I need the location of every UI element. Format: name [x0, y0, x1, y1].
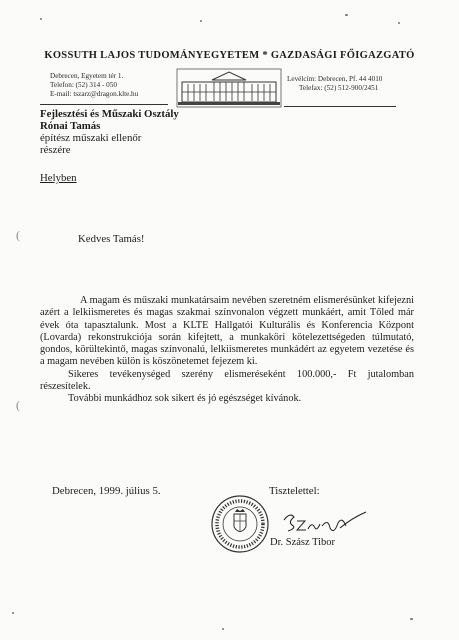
official-stamp [210, 494, 270, 554]
location-note: Helyben [40, 172, 77, 184]
recipient-block [40, 108, 179, 156]
scan-speck [410, 618, 413, 620]
scan-speck [345, 14, 348, 16]
scan-speck [222, 628, 224, 630]
letterhead-rule-left [40, 104, 168, 105]
body-paragraph: A magam és műszaki munkatársaim nevében szeretném elismerésünket kifejezni azért a lelkiismeretes és magas szakmai színvonalon végzett munkáért, amit Tőled már évek óta tapasztalunk. Most a KLTE Hallgatói Kulturális és Konferencia Központ (Lovarda) rekonstrukciója során kifejtett, a munkaköri kötelezettségeden túlmutató, gondos, körültekintő, magas színvonalú, lelkiismeretes munkádért az egyetem vezetése és a magam nevében külön is köszönetemet fejezem ki. [40, 295, 414, 368]
address-left [50, 72, 138, 100]
recipient-name: Rónai Tamás [40, 120, 101, 132]
recipient-role: építész műszaki ellenőr [40, 132, 142, 144]
letter-body [40, 295, 414, 406]
scan-speck [12, 612, 14, 614]
recipient-for: részére [40, 144, 71, 156]
body-paragraph: Sikeres tevékenységed szerény elismeréseként 100.000,- Ft jutalomban részesítelek. [40, 368, 414, 393]
scan-speck [200, 20, 202, 22]
postal-address-line: Levélcím: Debrecen, Pf. 44 4010 [287, 75, 383, 83]
scan-speck [40, 18, 42, 20]
recipient-department: Fejlesztési és Műszaki Osztály [40, 108, 179, 120]
address-line: Debrecen, Egyetem tér 1. [50, 72, 124, 80]
email-line: E-mail: tszarz@dragon.klte.hu [50, 90, 139, 99]
body-paragraph: További munkádhoz sok sikert és jó egészséget kívánok. [68, 393, 302, 405]
handwritten-signature [280, 508, 370, 538]
scan-speck [398, 22, 400, 24]
closing: Tisztelettel: [269, 485, 320, 497]
phone-line: Telefon: (52) 314 - 050 [50, 81, 117, 90]
university-building-logo [176, 68, 282, 108]
signatory-name: Dr. Szász Tibor [270, 537, 336, 548]
letterhead-rule-right [284, 106, 396, 107]
institution-heading: KOSSUTH LAJOS TUDOMÁNYEGYETEM * GAZDASÁGI FŐIGAZGATÓ [44, 50, 415, 61]
scan-mark: ( [16, 228, 20, 242]
scan-mark: ( [16, 398, 20, 412]
letter-date: Debrecen, 1999. július 5. [52, 485, 161, 497]
address-right [287, 75, 382, 93]
greeting: Kedves Tamás! [78, 233, 145, 245]
fax-line: Telefax: (52) 512-900/2451 [299, 84, 379, 93]
